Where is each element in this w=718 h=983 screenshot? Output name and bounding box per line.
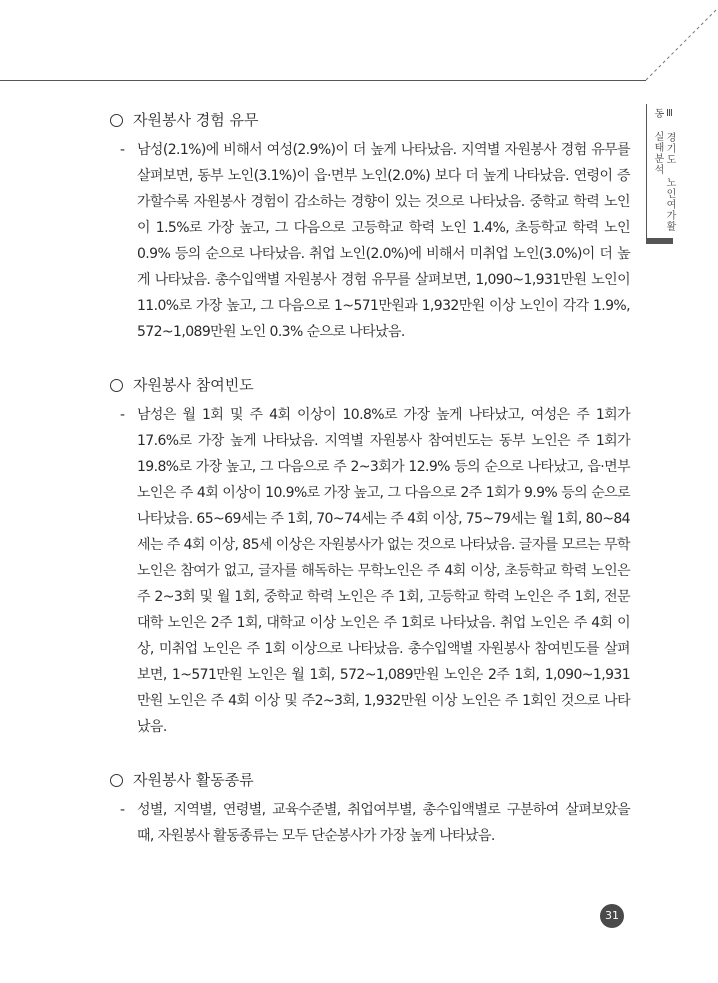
paragraph-text: 남성(2.1%)에 비해서 여성(2.9%)이 더 높게 나타났음. 지역별 자원봉사 경험 유무를 살펴보면, 동부 노인(3.1%)이 읍·면부 노인(2.0%) 보다 더 높게 나타났음. 연령이 증가할수록 자원봉사 경험이 감소하는 경향이 있는 것으로 나타났음. 중학교 학력 노인이 1.5%로 가장 높고, 그 다음으로 고등학교 학력 노인 1.4%, 초등학교 학력 노인 0.9% 등의 순으로 나타났음. 취업 노인(2.0%)에 비해서 미취업 노인(3.0%)이 더 높게 나타났음. 총수입액별 자원봉사 경험 유무를 살펴보면, 1,090~1,931만원 노인이 11.0%로 가장 높고, 그 다음으로 1~571만원과 1,932만원 이상 노인이 각각 1.9%, 572~1,089만원 노인 0.3% 순으로 나타났음.	[137, 142, 630, 340]
circle-bullet-icon	[110, 114, 123, 127]
paragraph-text: 남성은 월 1회 및 주 4회 이상이 10.8%로 가장 높게 나타났고, 여성은 주 1회가 17.6%로 가장 높게 나타났음. 지역별 자원봉사 참여빈도는 동부 노인은 주 1회가 19.8%로 가장 높고, 그 다음으로 주 2~3회가 12.9% 등의 순으로 나타났고, 읍·면부 노인은 주 4회 이상이 10.9%로 가장 높고, 그 다음으로 2주 1회가 9.9% 등의 순으로 나타났음. 65~69세는 주 1회, 70~74세는 주 4회 이상, 75~79세는 월 1회, 80~84세는 주 4회 이상, 85세 이상은 자원봉사가 없는 것으로 나타났음. 글자를 모르는 무학노인은 참여가 없고, 글자를 해독하는 무학노인은 주 4회 이상, 초등학교 학력 노인은 주 2~3회 및 월 1회, 중학교 학력 노인은 주 1회, 고등학교 학력 노인은 주 1회, 전문대학 노인은 2주 1회, 대학교 이상 노인은 주 1회로 나타났음. 취업 노인은 주 4회 이상, 미취업 노인은 주 1회 이상으로 나타났음. 총수입액별 자원봉사 참여빈도를 살펴보면, 1~571만원 노인은 월 1회, 572~1,089만원 노인은 2주 1회, 1,090~1,931만원 노인은 주 4회 이상 및 주2~3회, 1,932만원 이상 노인은 주 1회인 것으로 나타났음.	[137, 407, 630, 735]
circle-bullet-icon	[110, 774, 123, 787]
section-title	[110, 109, 630, 131]
dash-bullet-icon: -	[120, 802, 125, 818]
section-title	[110, 374, 630, 396]
section-volunteer-frequency	[110, 374, 630, 740]
dash-bullet-icon: -	[120, 407, 125, 423]
chapter-title: Ⅲ 경기도 노인여가활동 실태분석	[652, 108, 675, 232]
section-paragraph	[110, 797, 630, 849]
paragraph-text: 성별, 지역별, 연령별, 교육수준별, 취업여부별, 총수입액별로 구분하여 살펴보았을 때, 자원봉사 활동종류는 모두 단순봉사가 가장 높게 나타났음.	[137, 802, 630, 844]
section-paragraph	[110, 402, 630, 740]
section-title-text: 자원봉사 참여빈도	[133, 376, 254, 394]
main-content	[110, 109, 630, 878]
section-title-text: 자원봉사 경험 유무	[133, 111, 259, 129]
section-volunteer-experience	[110, 109, 630, 345]
header-rule	[0, 80, 646, 81]
section-volunteer-activity-type	[110, 769, 630, 849]
section-title	[110, 769, 630, 791]
section-title-text: 자원봉사 활동종류	[133, 771, 254, 789]
chapter-side-tab	[646, 104, 673, 240]
page-number: 31	[600, 904, 624, 928]
circle-bullet-icon	[110, 379, 123, 392]
corner-decoration	[0, 0, 718, 100]
dash-bullet-icon: -	[120, 142, 125, 158]
section-paragraph	[110, 137, 630, 345]
side-tab-bar	[646, 238, 673, 244]
